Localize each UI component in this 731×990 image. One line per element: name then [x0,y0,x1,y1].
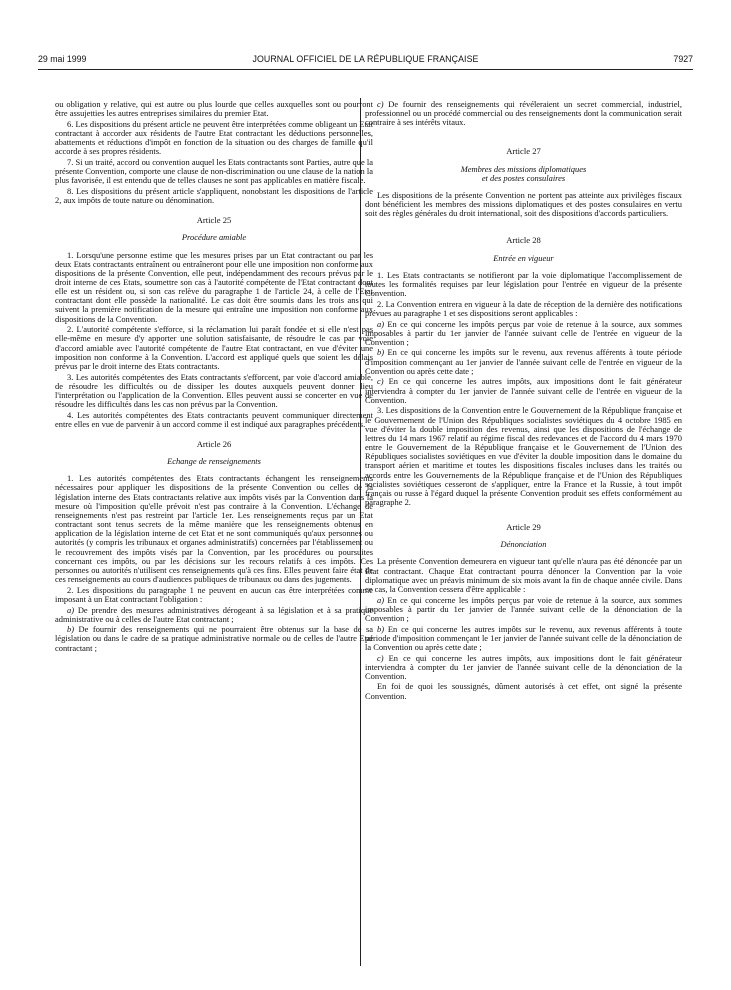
paragraph: 2. La Convention entrera en vigueur à la date de réception de la dernière des notifications prévues au paragraphe 1 et ses dispositions seront applicables : [365,298,682,318]
item-label: a) [377,594,385,605]
list-item [55,606,373,624]
paragraph: 1. Lorsqu'une personne estime que les mesures prises par un Etat contractant ou par les deux Etats contractants entraînent ou entraîneront pour elle une imposition non conforme aux dispositions de la présente Convention, elle peut, indépendamment des recours prévus par le droit interne de ces Etats, soumettre son cas à l'autorité compétente de l'Etat contractant dont elle est un résident ou, si son cas relève du paragraphe 1 de l'article 24, à celle de l'Etat contractant dont elle possède la nationalité. Le cas doit être soumis dans les trois ans qui suivent la première notification de la mesure qui entraîne une imposition non conforme aux dispositions de la Convention. [55,249,373,324]
paragraph: 4. Les autorités compétentes des Etats contractants peuvent communiquer directement entre elles en vue de parvenir à un accord comme il est indiqué aux paragraphes précédents. [55,409,373,429]
item-text: En ce qui concerne les autres impôts, aux impositions dont le fait générateur interviendra à compter du 1er janvier de l'année suivant celle de la dénonciation de la Convention. [365,652,682,681]
item-text: De prendre des mesures administratives dérogeant à sa législation et à sa pratique administrative ou à celles de l'autre Etat contractant ; [55,604,373,624]
list-item [365,100,682,127]
article-27-subtitle-line1: Membres des missions diplomatiques [460,163,587,174]
header-date: 29 mai 1999 [38,54,87,64]
paragraph: 2. L'autorité compétente s'efforce, si la réclamation lui paraît fondée et si elle n'est pas elle-même en mesure d'y apporter une solution satisfaisante, de résoudre le cas par voie d'accord amiable avec l'autorité compétente de l'autre Etat contractant, en vue d'éviter une imposition non conforme à la Convention. L'accord est appliqué quels que soient les délais prévus par le droit interne des Etats contractants. [55,324,373,371]
paragraph: ou obligation y relative, qui est autre ou plus lourde que celles auxquelles sont ou pourront être assujetties les autres entreprises similaires du premier Etat. [55,99,373,119]
article-25-subtitle: Procédure amiable [181,232,247,243]
paragraph: 3. Les autorités compétentes des Etats contractants s'efforcent, par voie d'accord amiable, de résoudre les difficultés ou de dissiper les doutes auxquels peuvent donner lieu l'interprétation ou l'application de la Convention. Elles peuvent aussi se concerter en vue de résoudre les difficultés dans les cas non prévus par la Convention. [55,371,373,410]
page-header [38,52,693,70]
list-item [365,377,682,404]
paragraph: 8. Les dispositions du présent article s'appliquent, nonobstant les dispositions de l'article 2, aux impôts de toute nature ou dénomination. [55,185,373,206]
article-29-subtitle: Dénonciation [500,539,547,550]
list-item [365,320,682,347]
paragraph: 2. Les dispositions du paragraphe 1 ne peuvent en aucun cas être interprétées comme imposant à un Etat contractant l'obligation : [55,584,373,604]
item-text: En ce qui concerne les impôts sur le revenu, aux revenus afférents à toute période d'imposition commençant au 1er janvier de l'année suivant celle de l'entrée en vigueur de la Convention ou après cette date ; [365,347,682,376]
item-text: De fournir des renseignements qui révéleraient un secret commercial, industriel, professionnel ou un procédé commercial ou des renseignements dont la communication serait contraire à ses intérêts vitaux. [365,99,682,128]
item-text: En ce qui concerne les autres impôts sur le revenu, aux revenus afférents à toute période d'imposition commençant le 1er janvier de l'année suivant celle de la dénonciation de la Convention ou après cette date ; [365,623,682,652]
article-27-subtitle-line2: et des postes consulaires [481,172,566,183]
paragraph: Les dispositions de la présente Convention ne portent pas atteinte aux privilèges fiscaux dont bénéficient les membres des missions diplomatiques et des postes consulaires en vertu soit des règles générales du droit international, soit des dispositions d'accords particuliers. [365,189,682,219]
paragraph: 6. Les dispositions du présent article ne peuvent être interprétées comme obligeant un Etat contractant à accorder aux résidents de l'autre Etat contractant les déductions personnelles, abattements et réductions d'impôt en fonction de la situation ou des charges de famille qu'il accorde à ses propres résidents. [55,118,373,157]
paragraph: 3. Les dispositions de la Convention entre le Gouvernement de la République française et le Gouvernement de l'Union des Républiques socialistes soviétiques du 4 octobre 1985 en vue d'éviter la double imposition des revenus, ainsi que les dispositions de l'échange de lettres du 14 mars 1967 relatif au régime fiscal des redevances et de l'accord du 4 mars 1970 entre le Gouvernement de la République française et le Gouvernement de l'Union des Républiques socialistes soviétiques en vue d'éviter la double imposition dans le domaine du transport aérien et maritime et toutes les dispositions fiscales incluses dans les traités ou accords entre les Gouvernements de la République française et de l'Union des Républiques socialistes soviétiques cesseront de s'appliquer, entre la France et la Russie, à tout impôt français ou russe à l'égard duquel la présente Convention produit ses effets conformément au paragraphe 2. [365,405,682,507]
item-label: c) [377,652,384,663]
list-item [365,654,682,681]
item-text: De fournir des renseignements qui ne pourraient être obtenus sur la base de sa législation ou dans le cadre de sa pratique administrative normale ou de celles de l'autre Etat contractant ; [55,624,373,653]
paragraph: La présente Convention demeurera en vigueur tant qu'elle n'aura pas été dénoncée par un Etat contractant. Chaque Etat contractant pourra dénoncer la Convention par la voie diplomatique avec un préavis minimum de six mois avant la fin de chaque année civile. Dans ce cas, la Convention cessera d'être applicable : [365,556,682,594]
item-label: c) [377,376,384,387]
right-column [365,100,682,702]
article-27-heading: Article 27 [506,146,541,157]
closing-paragraph: En foi de quoi les soussignés, dûment autorisés à cet effet, ont signé la présente Convention. [365,681,682,701]
item-label: b) [67,624,75,635]
list-item [365,596,682,623]
article-29-heading: Article 29 [506,522,541,533]
header-rule [38,69,693,70]
item-text: En ce qui concerne les impôts perçus par voie de retenue à la source, aux sommes imposables à partir du 1er janvier de l'année suivant celle de l'entrée en vigueur de la Convention ; [365,318,682,347]
article-28-subtitle: Entrée en vigueur [493,252,554,263]
article-28-heading: Article 28 [506,235,541,246]
header-journal-title: JOURNAL OFFICIEL DE LA RÉPUBLIQUE FRANÇAISE [252,54,479,64]
item-label: b) [377,623,385,634]
item-label: c) [377,99,384,109]
list-item [365,348,682,375]
item-text: En ce qui concerne les impôts perçus par voie de retenue à la source, aux sommes imposables à partir du 1er janvier de l'année suivant celle de la dénonciation de la Convention ; [365,594,682,623]
item-label: b) [377,347,385,358]
list-item [365,625,682,652]
article-26-heading: Article 26 [196,439,232,449]
header-page-number: 7927 [673,54,693,64]
paragraph: 7. Si un traité, accord ou convention auquel les Etats contractants sont Parties, autre que la présente Convention, comporte une clause de non-discrimination ou une clause de la nation la plus favorisée, il est entendu que de telles clauses ne sont pas applicables en matière fiscale. [55,156,373,186]
article-25-heading: Article 25 [196,215,232,226]
item-text: En ce qui concerne les autres impôts, aux impositions dont le fait générateur interviendra à compter du 1er janvier de l'année suivant celle de l'entrée en vigueur de la Convention. [365,376,682,405]
item-label: a) [67,604,75,615]
list-item [55,625,373,652]
article-26-subtitle: Echange de renseignements [167,456,261,467]
left-column [55,100,373,654]
paragraph: 1. Les autorités compétentes des Etats contractants échangent les renseignements nécessaires pour appliquer les dispositions de la présente Convention ou celles de la législation interne des Etats contractants relative aux impôts visés par la Convention dans la mesure où l'imposition qu'elle prévoit n'est pas contraire à la Convention. L'échange de renseignements n'est pas restreint par l'article 1er. Les renseignements reçus par un Etat contractant sont tenus secrets de la même manière que les renseignements obtenus en application de la législation interne de cet Etat et ne sont communiqués qu'aux personnes ou autorités (y compris les tribunaux et organes administratifs) concernées par l'établissement ou le recouvrement des impôts visés par la Convention, par les procédures ou poursuites concernant ces impôts, ou par les décisions sur les recours relatifs à ces impôts. Ces personnes ou autorités n'utilisent ces renseignements qu'à ces fins. Elles peuvent faire état de ces renseignements au cours d'audiences publiques de tribunaux ou dans des jugements. [55,473,373,585]
paragraph: 1. Les Etats contractants se notifieront par la voie diplomatique l'accomplissement de toutes les formalités requises par leur législation pour l'entrée en vigueur de la présente Convention. [365,269,682,299]
item-label: a) [377,318,385,329]
